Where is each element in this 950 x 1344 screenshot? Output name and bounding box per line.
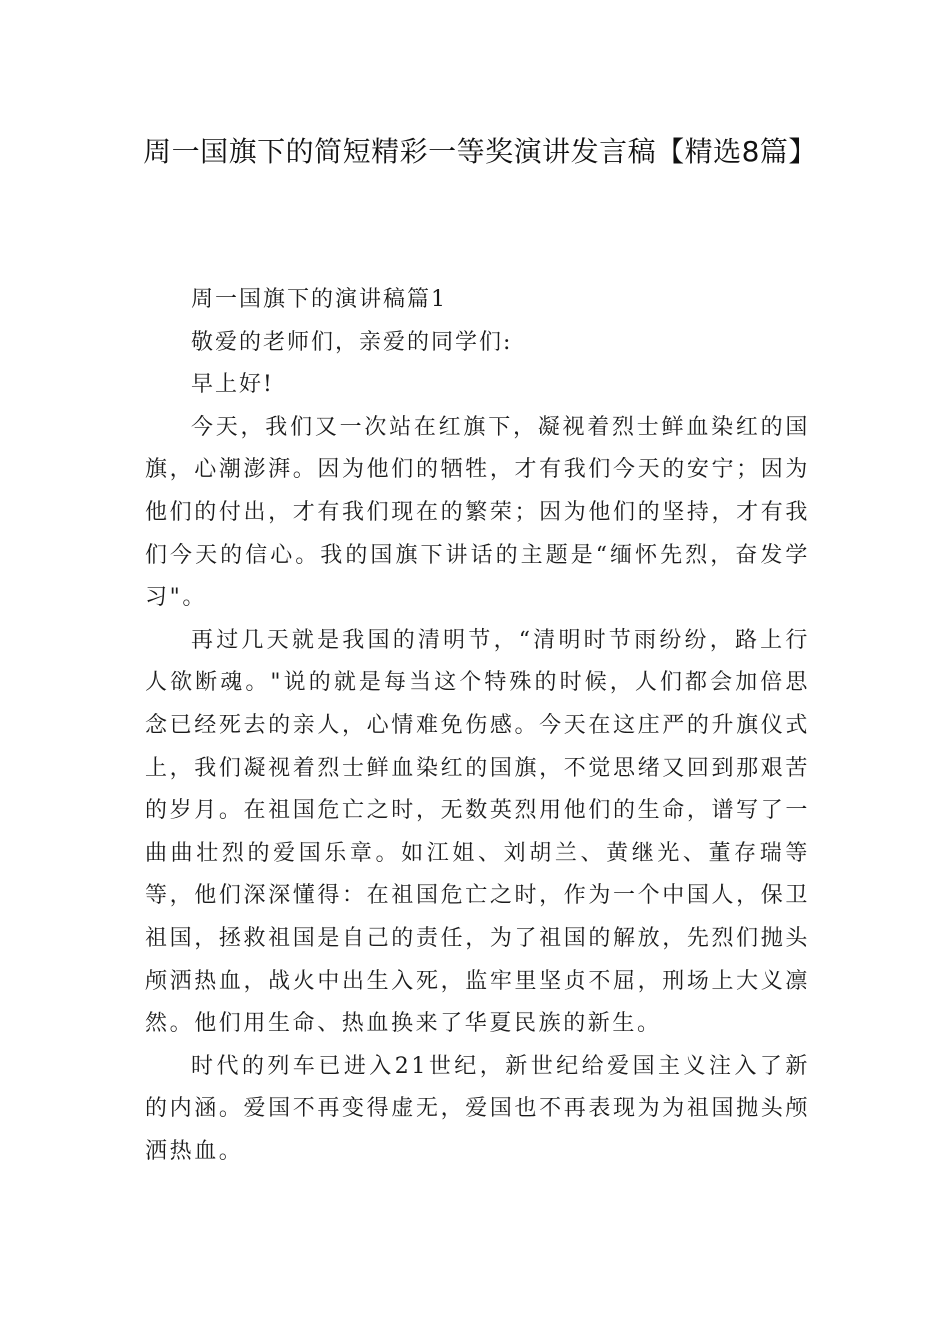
body-paragraph: 再过几天就是我国的清明节，“清明时节雨纷纷，路上行人欲断魂。"说的就是每当这个特殊的时候，人们都会加倍思念已经死去的亲人，心情难免伤感。今天在这庄严的升旗仪式上，我们凝视着烈士鲜血染红的国旗，不觉思绪又回到那艰苦的岁月。在祖国危亡之时，无数英烈用他们的生命，谱写了一曲曲壮烈的爱国乐章。如江姐、刘胡兰、黄继光、董存瑞等等，他们深深懂得：在祖国危亡之时，作为一个中国人，保卫祖国，拯救祖国是自己的责任，为了祖国的解放，先烈们抛头颅洒热血，战火中出生入死，监牢里坚贞不屈，刑场上大义凛然。他们用生命、热血换来了华夏民族的新生。: [145, 627, 810, 1037]
section-heading: 周一国旗下的演讲稿篇1: [191, 287, 447, 312]
document-body: [145, 279, 810, 1173]
body-paragraph: 今天，我们又一次站在红旗下，凝视着烈士鲜血染红的国旗，心潮澎湃。因为他们的牺牲，才有我们今天的安宁；因为他们的付出，才有我们现在的繁荣；因为他们的坚持，才有我们今天的信心。我的国旗下讲话的主题是“缅怀先烈，奋发学习"。: [145, 414, 810, 611]
greeting: 早上好!: [191, 372, 274, 398]
salutation: 敬爱的老师们，亲爱的同学们:: [191, 329, 513, 355]
document-title: 周一国旗下的简短精彩一等奖演讲发言稿【精选8篇】: [143, 135, 817, 168]
body-paragraph: 时代的列车已进入21世纪，新世纪给爱国主义注入了新的内涵。爱国不再变得虚无，爱国也不再表现为为祖国抛头颅洒热血。: [145, 1053, 810, 1164]
